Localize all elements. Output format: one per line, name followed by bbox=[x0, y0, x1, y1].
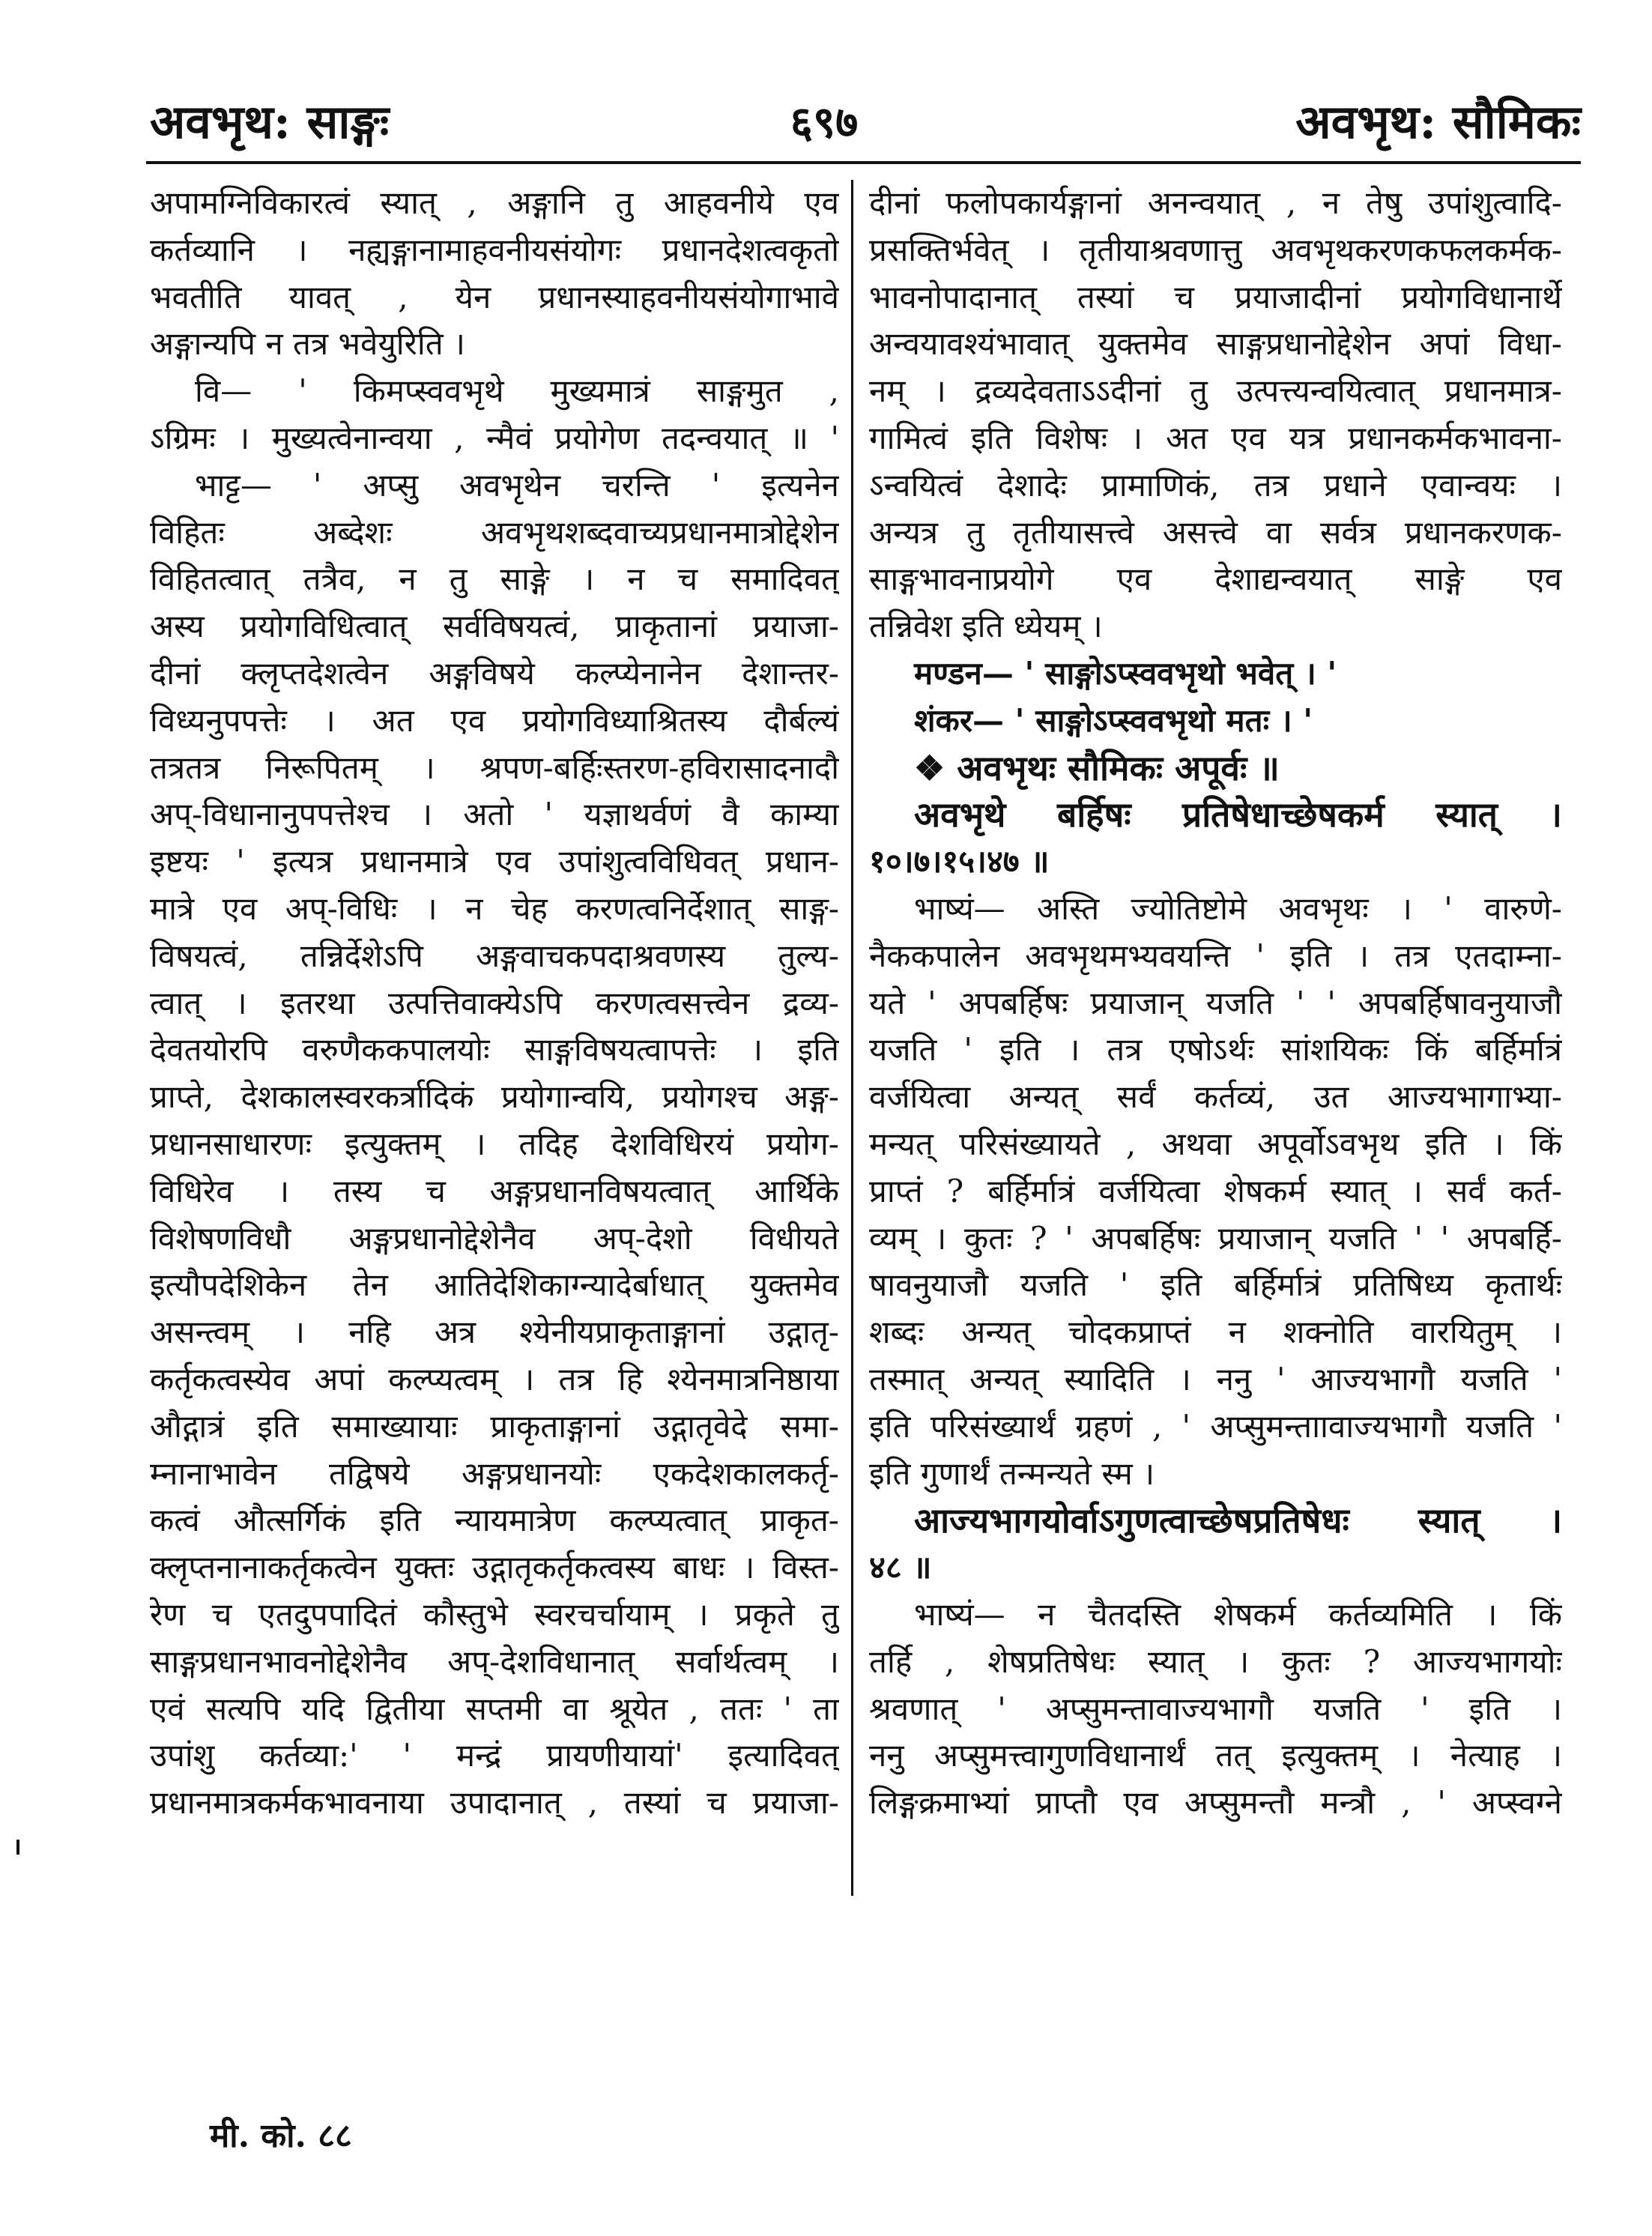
column-divider bbox=[851, 180, 853, 1896]
left-column bbox=[150, 180, 839, 1827]
text-line: विध्यनुपपत्तेः । अत एव प्रयोगविध्याश्रितस्य दौर्बल्यं bbox=[150, 701, 839, 739]
page-number: ६९७ bbox=[790, 97, 859, 148]
text-line: विहितत्वात् तत्रैव, न तु साङ्गे । न च समादिवत् bbox=[150, 560, 839, 598]
text-line: लिङ्गक्रमाभ्यां प्राप्तौ एव अप्सुमन्तौ मन्त्रौ , ' अप्स्वग्ने bbox=[869, 1784, 1562, 1822]
text-line: गामित्वं इति विशेषः । अत एव यत्र प्रधानकर्मकभावना- bbox=[869, 419, 1562, 456]
text-line: मात्रे एव अप्-विधिः । न चेह करणत्वनिर्देशात् साङ्ग- bbox=[150, 889, 839, 927]
text-line: नम् । द्रव्यदेवताऽऽदीनां तु उत्पत्त्यन्वयित्वात् प्रधानमात्र- bbox=[869, 372, 1562, 410]
signature-mark: मी. को. ८८ bbox=[210, 2117, 352, 2155]
text-line: वर्जयित्वा अन्यत् सर्वं कर्तव्यं, उत आज्यभागाभ्या- bbox=[869, 1078, 1562, 1116]
margin-mark bbox=[16, 1840, 19, 1855]
text-line: विषयत्वं, तन्निर्देशेऽपि अङ्गवाचकपदाश्रवणस्य तुल्य- bbox=[150, 937, 839, 974]
text-line: प्राप्ते, देशकालस्वरकर्त्रादिकं प्रयोगान्वयि, प्रयोगश्च अङ्ग- bbox=[150, 1078, 839, 1116]
text-line: भाट्ट— ' अप्सु अवभृथेन चरन्ति ' इत्यनेन bbox=[195, 466, 839, 504]
text-line: दीनां फलोपकार्यङ्गानां अनन्वयात् , न तेषु उपांशुत्वादि- bbox=[869, 184, 1562, 221]
text-line: देवतयोरपि वरुणैककपालयोः साङ्गविषयत्वापत्तेः । इति bbox=[150, 1031, 839, 1069]
text-line: साङ्गभावनाप्रयोगे एव देशाद्यन्वयात् साङ्गे एव bbox=[869, 560, 1562, 598]
text-line: प्रधानमात्रकर्मकभावनाया उपादानात् , तस्यां च प्रयाजा- bbox=[150, 1784, 839, 1822]
text-line: श्रवणात् ' अप्सुमन्तावाज्यभागौ यजति ' इति । bbox=[869, 1690, 1562, 1727]
text-line: अस्य प्रयोगविधित्वात् सर्वविषयत्वं, प्राकृतानां प्रयाजा- bbox=[150, 608, 839, 645]
text-line: तर्हि , शेषप्रतिषेधः स्यात् । कुतः ? आज्यभागयोः bbox=[869, 1643, 1562, 1680]
text-line: भाष्यं— अस्ति ज्योतिष्टोमे अवभृथः । ' वारुणे- bbox=[914, 889, 1562, 927]
running-head-right: अवभृथ: सौमिकः bbox=[1295, 94, 1581, 149]
text-line: कत्वं औत्सर्गिकं इति न्यायमात्रेण कल्प्यत्वात् प्राकृत- bbox=[150, 1502, 839, 1539]
text-line: दीनां क्लृप्तदेशत्वेन अङ्गविषये कल्प्येनानेन देशान्तर- bbox=[150, 654, 839, 692]
text-line: भवतीति यावत् , येन प्रधानस्याहवनीयसंयोगाभावे bbox=[150, 278, 839, 315]
right-column bbox=[869, 180, 1562, 1827]
text-line: विधिरेव । तस्य च अङ्गप्रधानविषयत्वात् आर्थिके bbox=[150, 1172, 839, 1209]
diamond-icon: ❖ bbox=[914, 747, 957, 788]
text-line: इति परिसंख्यार्थं ग्रहणं , ' अप्सुमन्ताावाज्यभागौ यजति ' bbox=[869, 1407, 1562, 1445]
text-line: भाष्यं— न चैतदस्ति शेषकर्म कर्तव्यमिति । किं bbox=[914, 1595, 1562, 1633]
text-line: अङ्गान्यपि न तत्र भवेयुरिति । bbox=[150, 325, 465, 363]
sutra-48: आज्यभागयोर्वाऽगुणत्वाच्छेषप्रतिषेधः स्यात् । bbox=[914, 1500, 1562, 1541]
verse-shankara: शंकर— ' साङ्गोऽप्स्ववभृथो मतः । ' bbox=[914, 701, 1313, 739]
section-heading bbox=[869, 745, 1562, 792]
header-rule bbox=[146, 161, 1581, 164]
text-line: कर्तव्यानि । नह्यङ्गानामाहवनीयसंयोगः प्रधानदेशत्वकृतो bbox=[150, 231, 839, 268]
text-line: कर्तृकत्वस्येव अपां कल्प्यत्वम् । तत्र हि श्येनमात्रनिष्ठाया bbox=[150, 1360, 839, 1398]
text-line: अन्यत्र तु तृतीयासत्त्वे असत्त्वे वा सर्वत्र प्रधानकरणक- bbox=[869, 513, 1562, 551]
text-line: विशेषणविधौ अङ्गप्रधानोद्देशेनैव अप्-देशो विधीयते bbox=[150, 1219, 839, 1257]
text-line: व्यम् । कुतः ? ' अपबर्हिषः प्रयाजान् यजति ' ' अपबर्हि- bbox=[869, 1219, 1562, 1257]
text-line: भावनोपादानात् तस्यां च प्रयाजादीनां प्रयोगविधानार्थे bbox=[869, 278, 1562, 315]
text-line: इति गुणार्थं तन्मन्यते स्म । bbox=[869, 1454, 1155, 1492]
text-line: मन्यत् परिसंख्यायते , अथवा अपूर्वोऽवभृथ इति । किं bbox=[869, 1125, 1562, 1162]
running-head-left: अवभृथ: साङ्गः bbox=[150, 94, 390, 149]
text-line: रेण च एतदुपपादितं कौस्तुभे स्वरचर्चायाम् । प्रकृते तु bbox=[150, 1595, 839, 1633]
verse-mandana: मण्डन— ' साङ्गोऽप्स्ववभृथो भवेत् । ' bbox=[914, 654, 1337, 692]
text-line: षावनुयाजौ यजति ' इति बर्हिर्मात्रं प्रतिषिध्य कृतार्थः bbox=[869, 1266, 1562, 1304]
text-line: त्वात् । इतरथा उत्पत्तिवाक्येऽपि करणत्वसत्त्वेन द्रव्य- bbox=[150, 984, 839, 1021]
sutra-47-number: १०।७।१५।४७ ॥ bbox=[869, 843, 1050, 880]
sutra-47: अवभृथे बर्हिषः प्रतिषेधाच्छेषकर्म स्यात् । bbox=[914, 794, 1562, 836]
text-line: प्रधानसाधारणः इत्युक्तम् । तदिह देशविधिरयं प्रयोग- bbox=[150, 1125, 839, 1162]
text-line: प्रसक्तिर्भवेत् । तृतीयाश्रवणात्तु अवभृथकरणकफलकर्मक- bbox=[869, 231, 1562, 268]
text-line: एवं सत्यपि यदि द्वितीया सप्तमी वा श्रूयेत , ततः ' ता bbox=[150, 1690, 839, 1727]
text-line: वि— ' किमप्स्ववभृथे मुख्यमात्रं साङ्गमुत , bbox=[195, 372, 839, 410]
text-line: उपांशु कर्तव्या:' ' मन्द्रं प्रायणीयायां' इत्यादिवत् bbox=[150, 1737, 839, 1774]
text-line: अन्वयावश्यंभावात् युक्तमेव साङ्गप्रधानोद्देशेन अपां विधा- bbox=[869, 325, 1562, 363]
text-line: विहितः अब्देशः अवभृथशब्दवाच्यप्रधानमात्रोद्देशेन bbox=[150, 513, 839, 551]
text-line: ऽन्वयित्वं देशादेः प्रामाणिकं, तत्र प्रधाने एवान्वयः । bbox=[869, 466, 1562, 504]
text-line: म्नानाभावेन तद्विषये अङ्गप्रधानयोः एकदेशकालकर्तृ- bbox=[150, 1454, 839, 1492]
text-line: अप्-विधानानुपपत्तेश्च । अतो ' यज्ञाथर्वणं वै काम्या bbox=[150, 796, 839, 833]
sutra-48-number: ४८ ॥ bbox=[869, 1549, 932, 1586]
section-heading-text: अवभृथः सौमिकः अपूर्वः ॥ bbox=[957, 747, 1280, 788]
text-line: ननु अप्सुमत्त्वागुणविधानार्थं तत् इत्युक्तम् । नेत्याह । bbox=[869, 1737, 1562, 1774]
text-line: नैककपालेन अवभृथमभ्यवयन्ति ' इति । तत्र एतदाम्ना- bbox=[869, 937, 1562, 974]
text-line: तत्रतत्र निरूपितम् । श्रपण-बर्हिःस्तरण-हविरासादनादौ bbox=[150, 749, 839, 786]
text-line: अपामग्निविकारत्वं स्यात् , अङ्गानि तु आहवनीये एव bbox=[150, 184, 839, 221]
text-line: साङ्गप्रधानभावनोद्देशेनैव अप्-देशविधानात् सर्वार्थत्वम् । bbox=[150, 1643, 839, 1680]
text-line: असन्त्वम् । नहि अत्र श्येनीयप्राकृताङ्गानां उद्गातृ- bbox=[150, 1314, 839, 1351]
text-line: ऽग्रिमः । मुख्यत्वेनान्वया , न्मैवं प्रयोगेण तदन्वयात् ॥ ' bbox=[150, 419, 839, 456]
text-line: तन्निवेश इति ध्येयम् । bbox=[869, 608, 1103, 645]
text-line: औद्गात्रं इति समाख्यायाः प्राकृताङ्गानां उद्गातृवेदे समा- bbox=[150, 1407, 839, 1445]
text-line: इत्यौपदेशिकेन तेन आतिदेशिकाग्न्यादेर्बाधात् युक्तमेव bbox=[150, 1266, 839, 1304]
text-line: क्लृप्तनानाकर्तृकत्वेन युक्तः उद्गातृकर्तृकत्वस्य बाधः । विस्त- bbox=[150, 1549, 839, 1586]
text-line: यते ' अपबर्हिषः प्रयाजान् यजति ' ' अपबर्हिषावनुयाजौ bbox=[869, 984, 1562, 1021]
text-line: प्राप्तं ? बर्हिर्मात्रं वर्जयित्वा शेषकर्म स्यात् । सर्वं कर्त- bbox=[869, 1172, 1562, 1209]
text-line: यजति ' इति । तत्र एषोऽर्थः सांशयिकः किं बर्हिर्मात्रं bbox=[869, 1031, 1562, 1069]
text-line: तस्मात् अन्यत् स्यादिति । ननु ' आज्यभागौ यजति ' bbox=[869, 1360, 1562, 1398]
text-line: शब्दः अन्यत् चोदकप्राप्तं न शक्नोति वारयितुम् । bbox=[869, 1314, 1562, 1351]
text-line: इष्टयः ' इत्यत्र प्रधानमात्रे एव उपांशुत्वविधिवत् प्रधान- bbox=[150, 843, 839, 880]
